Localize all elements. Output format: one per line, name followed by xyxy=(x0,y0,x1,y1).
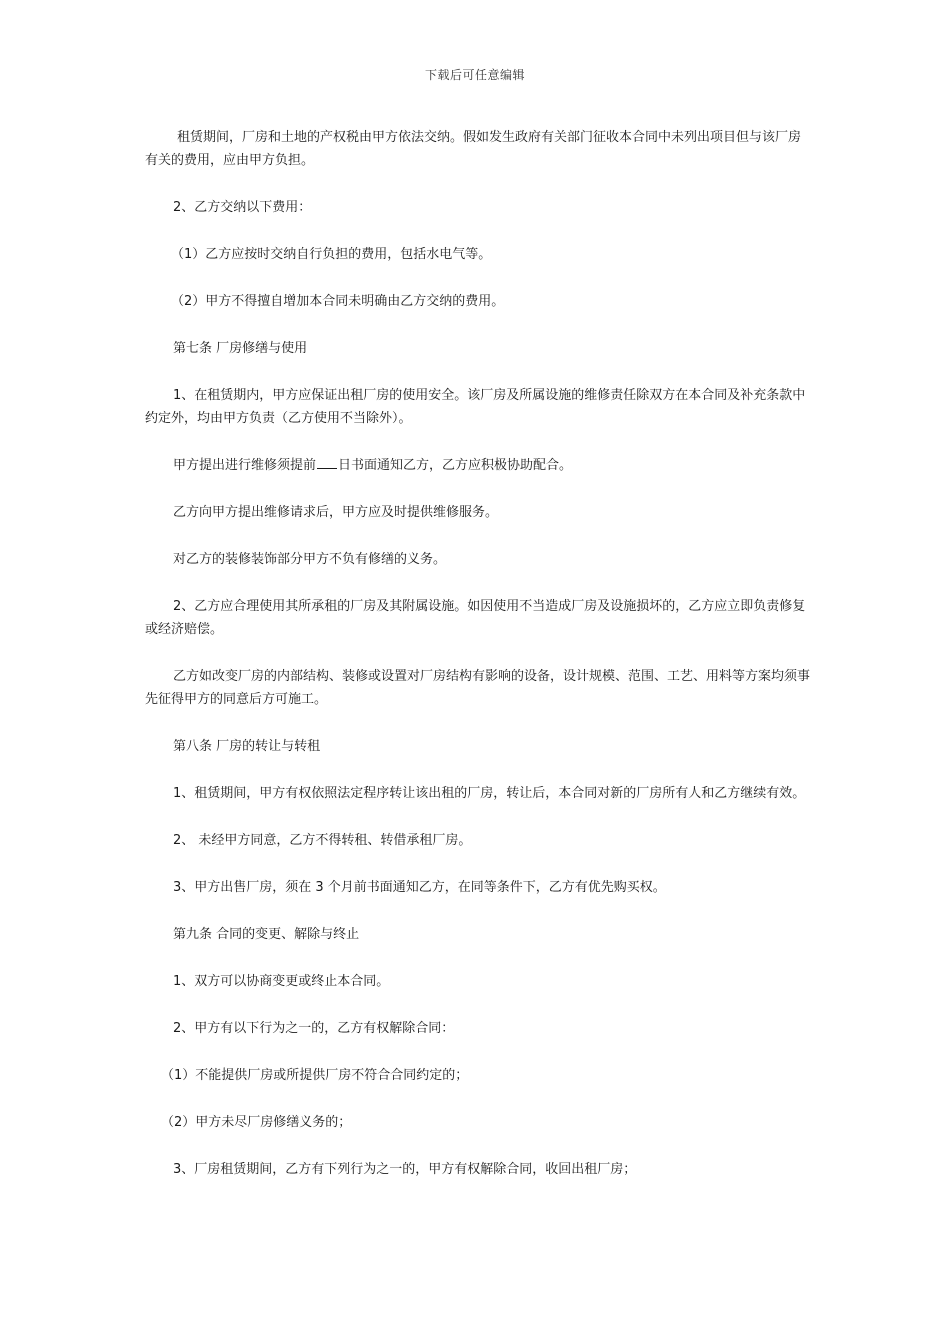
paragraph-mutual-change: 1、双方可以协商变更或终止本合同。 xyxy=(173,974,390,989)
page-header: 下载后可任意编辑 xyxy=(424,68,525,82)
paragraph-lessee-fees-heading: 2、乙方交纳以下费用： xyxy=(173,200,312,215)
repair-notice-text-before: 甲方提出进行维修须提前 xyxy=(173,458,317,473)
article-7-heading: 第七条 厂房修缮与使用 xyxy=(173,341,308,356)
paragraph-lessor-termination-right: 3、厂房租赁期间，乙方有下列行为之一的，甲方有权解除合同，收回出租厂房； xyxy=(173,1162,637,1177)
article-8-heading: 第八条 厂房的转让与转租 xyxy=(173,739,321,754)
paragraph-lessee-termination-right: 2、甲方有以下行为之一的，乙方有权解除合同： xyxy=(173,1021,455,1036)
document-body xyxy=(145,126,810,1205)
paragraph-repair-request: 乙方向甲方提出维修请求后，甲方应及时提供维修服务。 xyxy=(173,505,499,520)
paragraph-proper-use: 2、乙方应合理使用其所承租的厂房及其附属设施。如因使用不当造成厂房及设施损坏的，乙方应立即负责修复或经济赔偿。 xyxy=(145,599,806,637)
paragraph-priority-purchase: 3、甲方出售厂房，须在 3 个月前书面通知乙方，在同等条件下，乙方有优先购买权。 xyxy=(173,880,666,895)
paragraph-lessee-fees-item-1: （1）乙方应按时交纳自行负担的费用，包括水电气等。 xyxy=(171,247,492,262)
repair-notice-text-after: 日书面通知乙方，乙方应积极协助配合。 xyxy=(338,458,573,473)
paragraph-decoration-no-repair: 对乙方的装修装饰部分甲方不负有修缮的义务。 xyxy=(173,552,447,567)
paragraph-lessee-fees-item-2: （2）甲方不得擅自增加本合同未明确由乙方交纳的费用。 xyxy=(171,294,505,309)
paragraph-termination-item-1: （1）不能提供厂房或所提供厂房不符合合同约定的； xyxy=(161,1068,469,1083)
paragraph-repair-responsibility: 1、在租赁期内，甲方应保证出租厂房的使用安全。该厂房及所属设施的维修责任除双方在本合同及补充条款中约定外，均由甲方负责（乙方使用不当除外）。 xyxy=(145,388,806,426)
paragraph-repair-notice xyxy=(145,454,810,477)
blank-days-field xyxy=(317,456,337,469)
paragraph-structural-change: 乙方如改变厂房的内部结构、装修或设置对厂房结构有影响的设备，设计规模、范围、工艺、用料等方案均须事先征得甲方的同意后方可施工。 xyxy=(145,669,811,707)
paragraph-termination-item-2: （2）甲方未尽厂房修缮义务的； xyxy=(161,1115,352,1130)
paragraph-property-tax: 租赁期间，厂房和土地的产权税由甲方依法交纳。假如发生政府有关部门征收本合同中未列出项目但与该厂房有关的费用，应由甲方负担。 xyxy=(145,130,802,168)
paragraph-transfer: 1、租赁期间，甲方有权依照法定程序转让该出租的厂房，转让后，本合同对新的厂房所有人和乙方继续有效。 xyxy=(173,786,806,801)
article-9-heading: 第九条 合同的变更、解除与终止 xyxy=(173,927,360,942)
paragraph-no-sublease: 2、 未经甲方同意，乙方不得转租、转借承租厂房。 xyxy=(173,833,472,848)
